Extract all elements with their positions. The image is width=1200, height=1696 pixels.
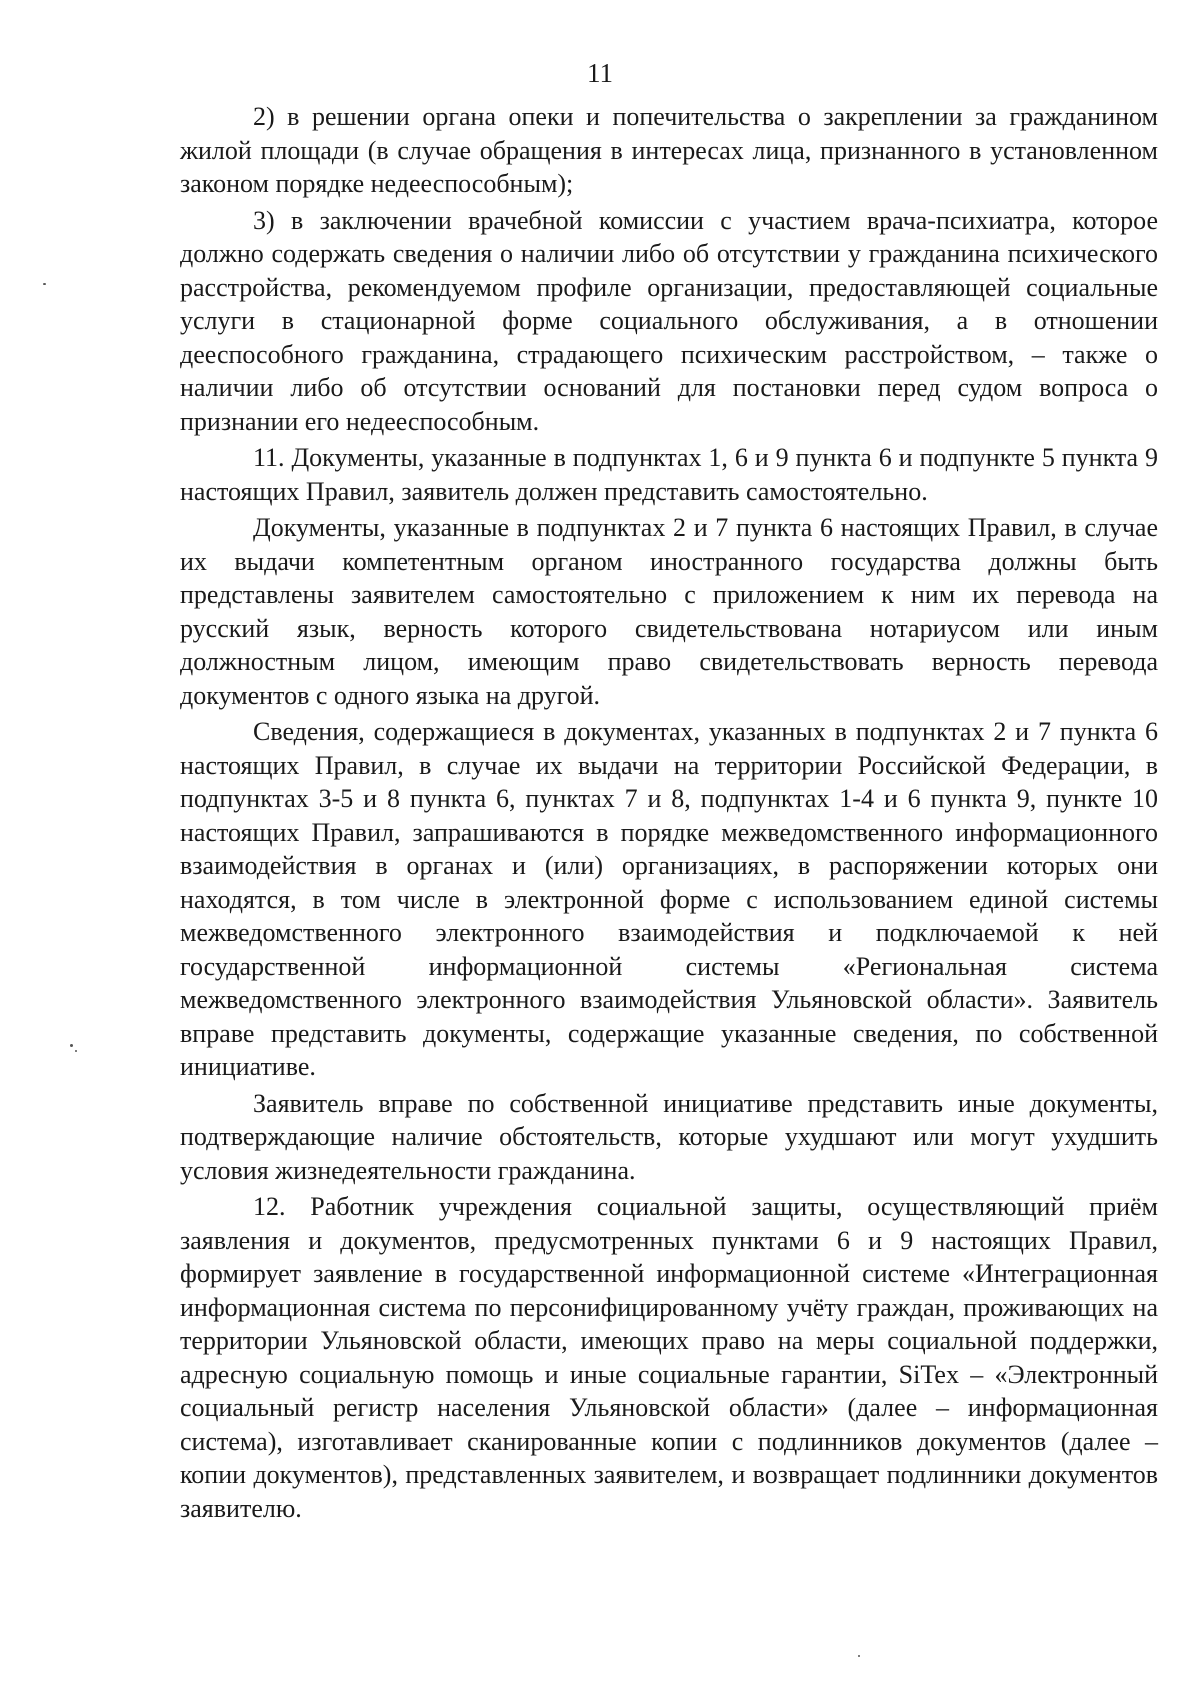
paragraph-additional-documents: Заявитель вправе по собственной инициативе представить иные документы, подтверждающие наличие обстоятельств, которые ухудшают или могут ухудшить условия жизнедеятельности гражданина.: [180, 1088, 1158, 1185]
paragraph-interagency-requests: Сведения, содержащиеся в документах, указанных в подпунктах 2 и 7 пункта 6 настоящих Правил, в случае их выдачи на территории Российской Федерации, в подпунктах 3-5 и 8 пункта 6, пунктах 7 и 8, подпунктах 1-4 и 6 пункта 9, пункте 10 настоящих Правил, запрашиваются в порядке межведомственного информационного взаимодействия в органах и (или) организациях, в распоряжении которых они находятся, в том числе в электронной форме с использованием единой системы межведомственного электронного взаимодействия и подключаемой к ней государственной информационной системы «Региональная система межведомственного электронного взаимодействия Ульяновской области». Заявитель вправе представить документы, содержащие указанные сведения, по собственной инициативе.: [180, 717, 1158, 1081]
paragraph-foreign-documents: Документы, указанные в подпунктах 2 и 7 пункта 6 настоящих Правил, в случае их выдачи компетентным органом иностранного государства должны быть представлены заявителем самостоятельно с приложением к ним их перевода на русский язык, верность которого свидетельствована нотариусом или иным должностным лицом, имеющим право свидетельствовать верность перевода документов с одного языка на другой.: [180, 513, 1158, 710]
scan-speck: [43, 283, 46, 285]
page-number: 11: [587, 58, 613, 88]
document-body: [180, 100, 1158, 1525]
paragraph-item-12: 12. Работник учреждения социальной защиты, осуществляющий приём заявления и документов, предусмотренных пунктами 6 и 9 настоящих Правил, формирует заявление в государственной информационной системе «Интеграционная информационная система по персонифицированному учёту граждан, проживающих на территории Ульяновской области, имеющих право на меры социальной поддержки, адресную социальную помощь и иные социальные гарантии, SiTex – «Электронный социальный регистр населения Ульяновской области» (далее – информационная система), изготавливает сканированные копии с подлинников документов (далее – копии документов), представленных заявителем, и возвращает подлинники документов заявителю.: [180, 1192, 1158, 1523]
scan-speck: [858, 1655, 860, 1657]
paragraph-subitem-2: 2) в решении органа опеки и попечительства о закреплении за гражданином жилой площади (в случае обращения в интересах лица, признанного в установленном законом порядке недееспособным);: [180, 102, 1158, 198]
scan-speck: [70, 1044, 73, 1047]
paragraph-subitem-3: 3) в заключении врачебной комиссии с участием врача-психиатра, которое должно содержать сведения о наличии либо об отсутствии у гражданина психического расстройства, рекомендуемом профиле организации, предоставляющей социальные услуги в стационарной форме социального обслуживания, а в отношении дееспособного гражданина, страдающего психическим расстройством, – также о наличии либо об отсутствии оснований для постановки перед судом вопроса о признании его недееспособным.: [180, 205, 1158, 436]
paragraph-item-11: 11. Документы, указанные в подпунктах 1, 6 и 9 пункта 6 и подпункте 5 пункта 9 настоящих Правил, заявитель должен представить самостоятельно.: [180, 443, 1158, 506]
scan-speck: [75, 1050, 77, 1052]
